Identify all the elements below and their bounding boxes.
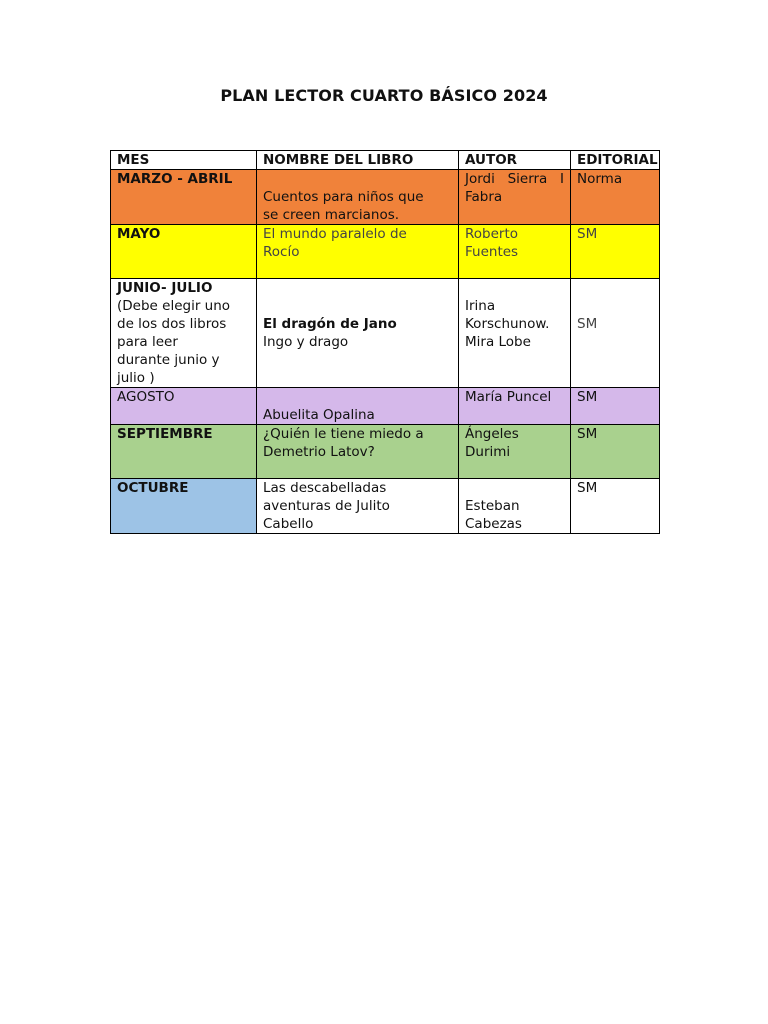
editorial-cell: SM	[571, 425, 660, 479]
mes-note-line: de los dos libros	[117, 316, 227, 332]
table-row	[111, 425, 660, 479]
autor-line: Cabezas	[465, 516, 522, 532]
document-title: PLAN LECTOR CUARTO BÁSICO 2024	[220, 86, 548, 105]
libro-line: Cabello	[263, 516, 314, 532]
autor-cell	[459, 425, 571, 479]
editorial-cell: SM	[571, 479, 660, 534]
autor-line: Durimi	[465, 444, 511, 460]
mes-label: AGOSTO	[117, 389, 175, 405]
autor-line: Fuentes	[465, 244, 519, 260]
libro-cell	[257, 479, 459, 534]
libro-line: Las descabelladas	[263, 480, 387, 496]
mes-label: JUNIO- JULIO	[117, 280, 213, 296]
mes-label: OCTUBRE	[117, 480, 189, 496]
header-libro: NOMBRE DEL LIBRO	[257, 151, 459, 170]
editorial-cell: SM	[571, 225, 660, 279]
table-row	[111, 388, 660, 425]
libro-cell	[257, 425, 459, 479]
mes-label: SEPTIEMBRE	[117, 426, 213, 442]
autor-cell	[459, 225, 571, 279]
mes-note-line: julio )	[117, 370, 155, 386]
libro-cell	[257, 279, 459, 388]
libro-line: se creen marcianos.	[263, 207, 400, 223]
libro-cell	[257, 170, 459, 225]
autor-line: Mira Lobe	[465, 334, 531, 350]
table-header-row	[111, 151, 660, 170]
libro-line: Demetrio Latov?	[263, 444, 375, 460]
libro-line: Ingo y drago	[263, 334, 349, 350]
autor-line: Roberto	[465, 226, 519, 242]
table-row	[111, 479, 660, 534]
autor-line: Jordi Sierra I	[465, 171, 564, 187]
autor-line: Fabra	[465, 189, 503, 205]
mes-cell	[111, 388, 257, 425]
table-row	[111, 170, 660, 225]
autor-cell: María Puncel	[459, 388, 571, 425]
autor-line: Esteban	[465, 498, 520, 514]
autor-line: Korschunow.	[465, 316, 550, 332]
reading-plan-table	[110, 150, 660, 534]
editorial-cell: Norma	[571, 170, 660, 225]
editorial-cell: SM	[571, 388, 660, 425]
libro-line: ¿Quién le tiene miedo a	[263, 426, 424, 442]
header-editorial: EDITORIAL	[571, 151, 660, 170]
mes-note-line: durante junio y	[117, 352, 220, 368]
libro-line: El mundo paralelo de	[263, 226, 407, 242]
autor-cell	[459, 279, 571, 388]
editorial-label: SM	[577, 316, 598, 332]
libro-line: Abuelita Opalina	[263, 407, 375, 423]
mes-cell	[111, 425, 257, 479]
table-row	[111, 225, 660, 279]
table-row	[111, 279, 660, 388]
libro-cell	[257, 225, 459, 279]
libro-line: Rocío	[263, 244, 300, 260]
autor-line: Irina	[465, 298, 496, 314]
editorial-cell	[571, 279, 660, 388]
autor-line: Ángeles	[465, 426, 519, 442]
libro-cell	[257, 388, 459, 425]
header-autor: AUTOR	[459, 151, 571, 170]
mes-label: MAYO	[117, 226, 161, 242]
mes-cell	[111, 479, 257, 534]
libro-line: aventuras de Julito	[263, 498, 390, 514]
libro-line: El dragón de Jano	[263, 316, 397, 332]
mes-label: MARZO - ABRIL	[117, 171, 233, 187]
mes-cell	[111, 170, 257, 225]
mes-cell	[111, 279, 257, 388]
autor-cell	[459, 170, 571, 225]
mes-cell	[111, 225, 257, 279]
mes-note-line: (Debe elegir uno	[117, 298, 231, 314]
header-mes: MES	[111, 151, 257, 170]
mes-note-line: para leer	[117, 334, 178, 350]
libro-line: Cuentos para niños que	[263, 189, 424, 205]
autor-cell	[459, 479, 571, 534]
